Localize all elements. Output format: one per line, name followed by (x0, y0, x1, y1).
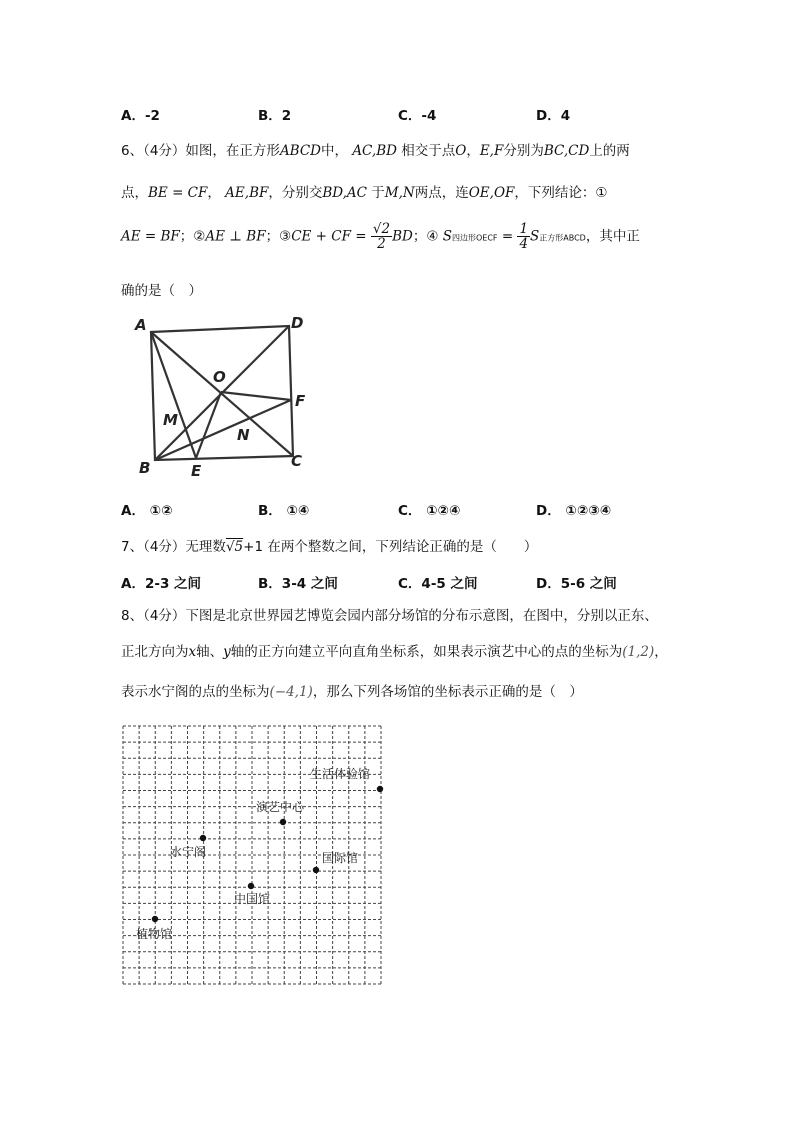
label-d: D (291, 314, 304, 332)
q7-option-d[interactable]: D．5-6 之间 (536, 576, 617, 592)
label-e: E (191, 462, 202, 480)
q6-line2: 点，BE = CF， AE,BF，分别交BD,AC 于M,N两点，连OE,OF，下列结论：① (121, 185, 608, 201)
segment-bf (155, 400, 291, 460)
dot-yongning-pavilion (200, 835, 206, 841)
q5-option-a[interactable]: A．-2 (121, 108, 160, 124)
q6-option-c[interactable]: C． ①②④ (398, 503, 461, 519)
q6-option-a[interactable]: A． ①② (121, 503, 173, 519)
dot-international-hall (313, 867, 319, 873)
label-yongning-pavilion: 水宁阁 (170, 845, 207, 859)
label-c: C (291, 452, 303, 470)
q7-option-b[interactable]: B．3-4 之间 (258, 576, 338, 592)
q8-line1: 8、（4分）下图是北京世界园艺博览会园内部分场馆的分布示意图，在图中，分别以正东、 (121, 608, 658, 624)
label-f: F (295, 392, 306, 410)
q6-line4: 确的是（ ） (121, 283, 202, 299)
label-b: B (139, 459, 151, 477)
label-n: N (237, 426, 250, 444)
label-china-hall: 中国馆 (234, 892, 271, 906)
label-o: O (213, 368, 226, 386)
segment-of (221, 392, 291, 400)
dot-china-hall (248, 883, 254, 889)
label-international-hall: 国际馆 (322, 851, 359, 865)
label-performing-arts-center: 演艺中心 (256, 800, 305, 814)
dot-performing-arts-center (280, 819, 286, 825)
label-m: M (163, 411, 178, 429)
q6-option-b[interactable]: B． ①④ (258, 503, 310, 519)
q6-option-d[interactable]: D． ①②③④ (536, 503, 612, 519)
q8-line3: 表示水宁阁的点的坐标为(−4,1)，那么下列各场馆的坐标表示正确的是（ ） (121, 684, 583, 700)
label-botanical-hall: 植物馆 (136, 927, 173, 941)
q8-line2: 正北方向为x轴、y轴的正方向建立平向直角坐标系，如果表示演艺中心的点的坐标为(1,2)， (121, 644, 668, 660)
segment-oe (196, 392, 221, 458)
venue-map (118, 721, 388, 989)
q5-option-b[interactable]: B．2 (258, 108, 292, 124)
q5-option-c[interactable]: C．-4 (398, 108, 437, 124)
label-a: A (135, 316, 147, 334)
dot-life-experience-hall (377, 786, 383, 792)
q7-option-c[interactable]: C．4-5 之间 (398, 576, 478, 592)
label-life-experience-hall: 生活体验馆 (310, 767, 371, 781)
q7-stem: 7、（4分）无理数√5+1 在两个整数之间，下列结论正确的是（ ） (121, 539, 538, 555)
square-figure (125, 308, 325, 480)
q6-line3: AE = BF；②AE ⊥ BF；③CE + CF = $\frac{√2}{2}$ BD；④ S四边形OECF = $\frac{1}{4}$ S正方形ABCD，其中正 (121, 221, 640, 252)
q5-option-d[interactable]: D．4 (536, 108, 571, 124)
q6-line1: 6、（4分）如图，在正方形ABCD中， AC,BD 相交于点O，E,F分别为BC,CD上的两 (121, 143, 630, 159)
q7-option-a[interactable]: A．2-3 之间 (121, 576, 202, 592)
dot-botanical-hall (152, 916, 158, 922)
